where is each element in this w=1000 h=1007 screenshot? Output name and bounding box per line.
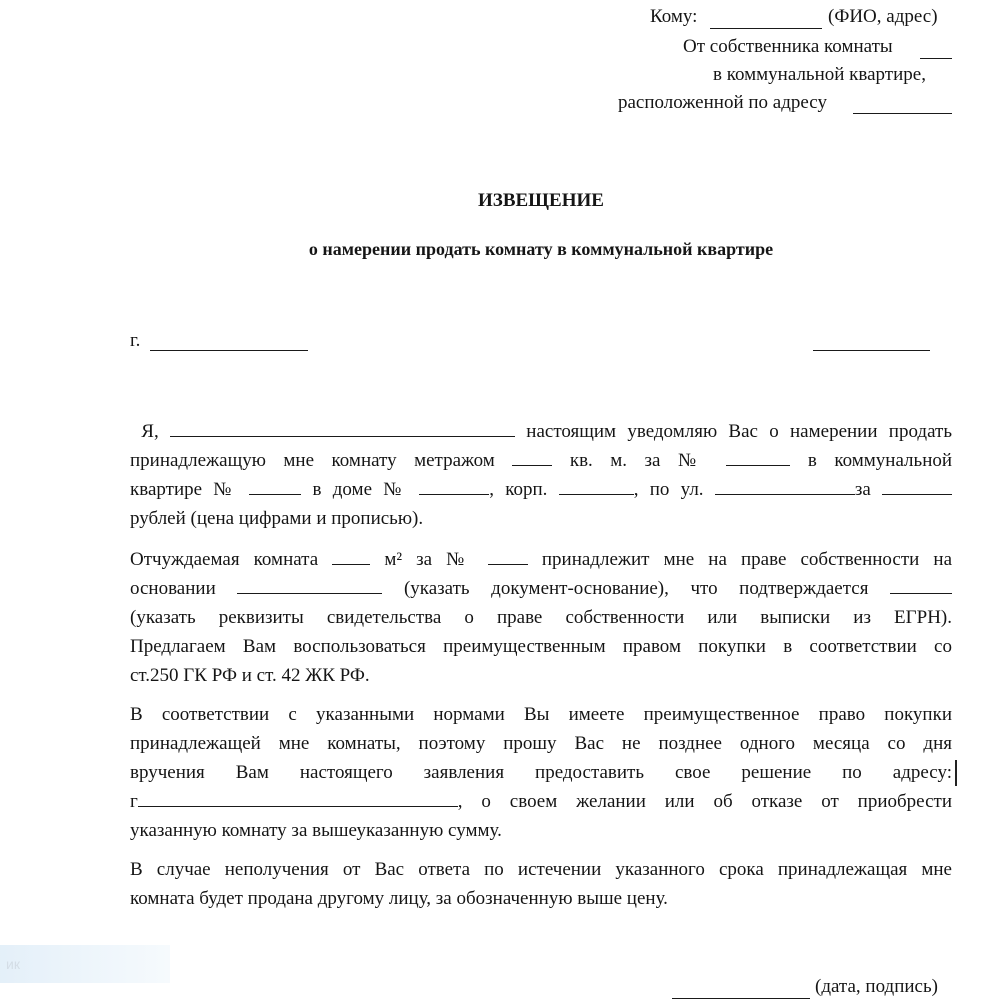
document-subtitle: о намерении продать комнату в коммунальной квартире xyxy=(308,239,774,259)
document-title: ИЗВЕЩЕНИЕ xyxy=(478,190,604,211)
text-cursor xyxy=(955,760,957,786)
name-blank xyxy=(170,419,515,437)
p3-row-2: принадлежащей мне комнаты, поэтому прошу Вас не позднее одного месяца со дня xyxy=(130,733,952,754)
to-label: Кому: xyxy=(650,6,698,27)
address-text: расположенной по адресу xyxy=(618,92,827,113)
p2-row-1: Отчуждаемая комната м² за № принадлежит мне на праве собственности на xyxy=(130,549,953,570)
apartment-blank xyxy=(249,477,301,495)
street-blank xyxy=(715,477,855,495)
city-blank xyxy=(150,350,308,351)
paragraph-2 xyxy=(130,545,952,690)
recipient-hint: (ФИО, адрес) xyxy=(828,6,938,27)
p2-row-5: ст.250 ГК РФ и ст. 42 ЖК РФ. xyxy=(130,665,370,686)
signature-blank xyxy=(672,998,810,999)
p1-row-2: принадлежащую мне комнату метражом кв. м. за № в коммунальной xyxy=(130,450,953,471)
date-blank xyxy=(813,350,930,351)
confirm-blank xyxy=(890,576,952,594)
room-area-blank xyxy=(332,547,370,565)
from-owner-text: От собственника комнаты xyxy=(683,36,893,57)
recipient-blank xyxy=(710,28,822,29)
paragraph-1 xyxy=(130,417,952,533)
p3-row-1: В соответствии с указанными нормами Вы имеете преимущественное право покупки xyxy=(130,704,952,725)
p3-row-5: указанную комнату за вышеуказанную сумму. xyxy=(130,820,502,841)
recipient-line xyxy=(650,6,697,28)
watermark xyxy=(0,945,170,983)
p2-row-2: основании (указать документ-основание), что подтверждается xyxy=(130,574,952,603)
price-blank xyxy=(882,477,952,495)
owner-blank xyxy=(920,58,952,59)
paragraph-3 xyxy=(130,700,952,845)
p1-row-1: Я, настоящим уведомляю Вас о намерении продать xyxy=(141,421,952,442)
room-no-blank xyxy=(488,547,528,565)
room-number-blank xyxy=(726,448,790,466)
basis-doc-blank xyxy=(237,576,382,594)
p1-row-4: рублей (цена цифрами и прописью). xyxy=(130,508,424,529)
p2-row-3: (указать реквизиты свидетельства о праве собственности или выписки из ЕГРН). xyxy=(130,607,952,628)
p2-row-4: Предлагаем Вам воспользоваться преимущественным правом покупки в соответствии со xyxy=(130,636,952,657)
reply-address-blank xyxy=(138,789,458,807)
city-label: г. xyxy=(130,330,141,351)
watermark-text: ик xyxy=(6,956,20,972)
p1-row-3: квартире № в доме № , корп. , по ул. за xyxy=(130,475,952,504)
p3-row-4: г , о своем желании или об отказе от приобрести xyxy=(130,791,952,812)
communal-text: в коммунальной квартире, xyxy=(713,64,926,85)
area-blank xyxy=(512,448,552,466)
house-blank xyxy=(419,477,489,495)
p3-row-3: вручения Вам настоящего заявления предоставить свое решение по адресу: xyxy=(130,762,952,783)
address-blank xyxy=(853,113,952,114)
paragraph-4 xyxy=(130,855,952,913)
signature-hint: (дата, подпись) xyxy=(815,976,938,997)
p4-row-2: комната будет продана другому лицу, за обозначенную выше цену. xyxy=(130,888,668,909)
building-blank xyxy=(559,477,634,495)
p4-row-1: В случае неполучения от Вас ответа по истечении указанного срока принадлежащая мне xyxy=(130,859,952,880)
